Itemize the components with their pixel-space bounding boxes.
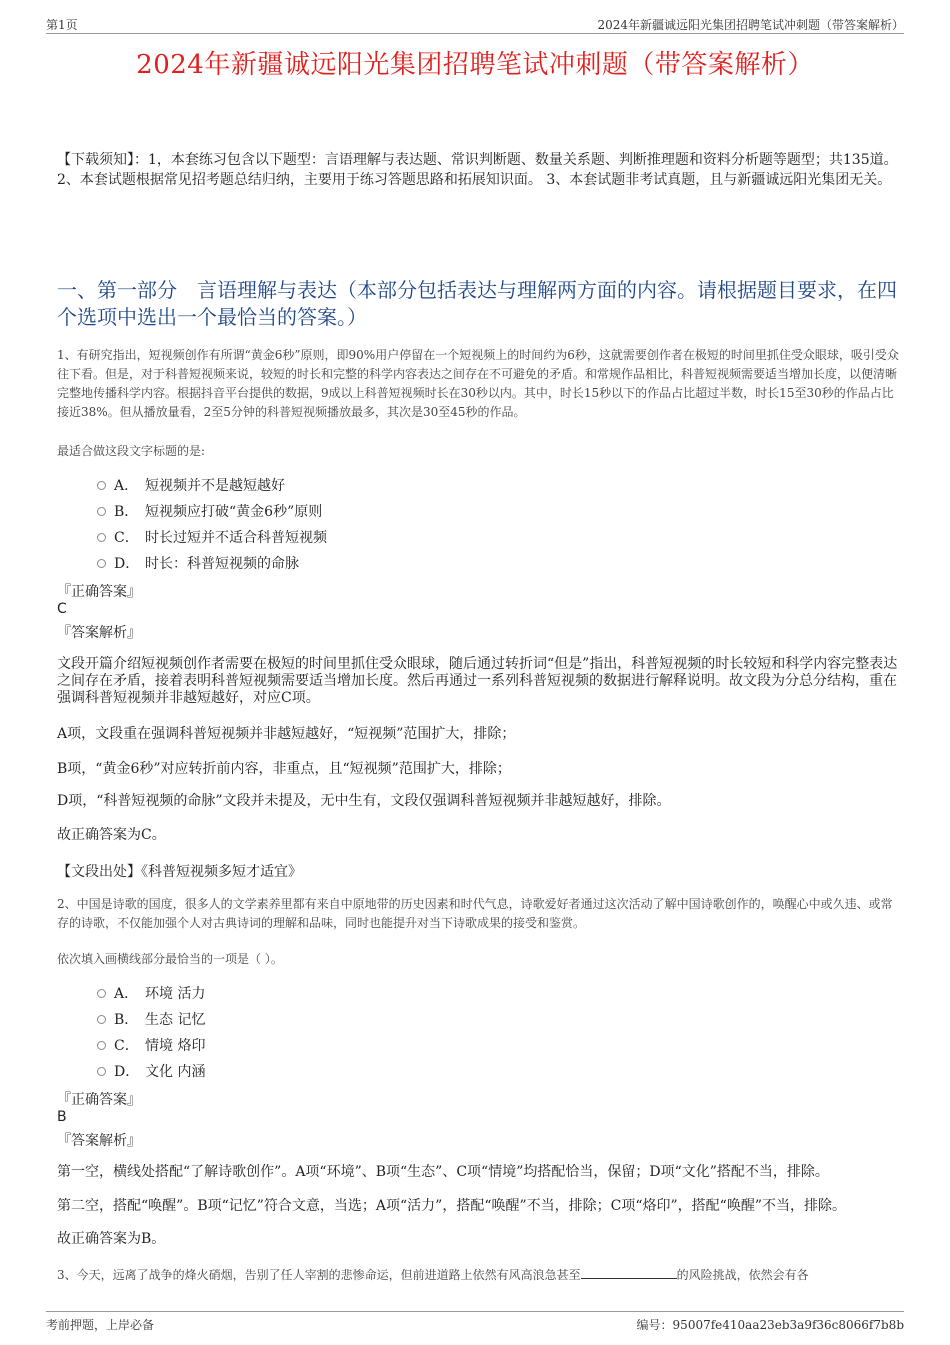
question-1-option-b[interactable]: B． 短视频应打破“黄金6秒”原则 (97, 503, 322, 521)
question-1-stem: 1、有研究指出，短视频创作有所谓“黄金6秒”原则，即90%用户停留在一个短视频上的时间约为6秒，这就需要创作者在极短的时间里抓住受众眼球，吸引受众往下看。但是，对于科普短视频来说，较短的时长和完整的科学内容表达之间存在不可避免的矛盾。和常规作品相比，科普短视频需要适当增加长度，以便清晰完整地传播科学内容。根据抖音平台提供的数据，9成以上科普短视频时长在30秒以内。其中，时长15秒以下的作品占比超过半数，时长15至30秒的作品占比接近38%。但从播放量看，2至5分钟的科普短视频播放最多，其次是30至45秒的作品。 (57, 348, 899, 419)
question-1-analysis-paragraph: B项，“黄金6秒”对应转折前内容，非重点，且“短视频”范围扩大，排除； (57, 761, 511, 777)
footer-doc-id: 编号：95007fe410aa23eb3a9f36c8066f7b8b (636, 1318, 904, 1332)
radio-icon[interactable] (97, 1041, 106, 1050)
radio-icon[interactable] (97, 1015, 106, 1024)
question-2-analysis-paragraph: 故正确答案为B。 (57, 1231, 166, 1247)
question-2-stem: 2、中国是诗歌的国度，很多人的文学素养里都有来自中原地带的历史因素和时代气息，诗歌爱好者通过这次活动了解中国诗歌创作的，唤醒心中或久违、或常存的诗歌，不仅能加强个人对古典诗词的理解和品味，同时也能提升对当下诗歌成果的接受和鉴赏。 (57, 897, 893, 930)
question-2-analysis-paragraph: 第二空，搭配“唤醒”。B项“记忆”符合文意，当选；A项“活力”，搭配“唤醒”不当，排除；C项“烙印”，搭配“唤醒”不当，排除。 (57, 1198, 846, 1214)
fill-blank (581, 1267, 677, 1279)
question-1-option-d[interactable]: D． 时长：科普短视频的命脉 (97, 555, 299, 573)
download-notice: 【下载须知】：1，本套练习包含以下题型：言语理解与表达题、常识判断题、数量关系题、判断推理题和资料分析题等题型；共135道。 2、本套试题根据常见招考题总结归纳，主要用于练习答题思路和拓展知识面。 3、本套试题非考试真题，且与新疆诚远阳光集团无关。 (57, 152, 898, 188)
radio-icon[interactable] (97, 559, 106, 568)
radio-icon[interactable] (97, 989, 106, 998)
question-1-option-a[interactable]: A． 短视频并不是越短越好 (97, 477, 285, 495)
question-2-prompt: 依次填入画横线部分最恰当的一项是（ ）。 (57, 952, 283, 966)
question-1-answer: C (57, 601, 67, 617)
radio-icon[interactable] (97, 533, 106, 542)
question-2-option-c[interactable]: C． 情境 烙印 (97, 1037, 205, 1055)
question-1-prompt: 最适合做这段文字标题的是: (57, 444, 206, 458)
footer-slogan: 考前押题，上岸必备 (46, 1318, 155, 1332)
radio-icon[interactable] (97, 481, 106, 490)
question-2-option-a[interactable]: A． 环境 活力 (97, 985, 205, 1003)
question-1-analysis-paragraph: 故正确答案为C。 (57, 827, 166, 843)
page-header (46, 14, 904, 34)
radio-icon[interactable] (97, 507, 106, 516)
question-1-analysis-paragraph: A项，文段重在强调科普短视频并非越短越好，“短视频”范围扩大，排除； (57, 726, 516, 742)
radio-icon[interactable] (97, 1067, 106, 1076)
question-2-analysis-paragraph: 第一空，横线处搭配“了解诗歌创作”。A项“环境”、B项“生态”、C项“情境”均搭配恰当，保留；D项“文化”搭配不当，排除。 (57, 1164, 829, 1180)
question-1-analysis-label: 『答案解析』 (57, 625, 141, 641)
header-title: 2024年新疆诚远阳光集团招聘笔试冲刺题（带答案解析） (597, 18, 904, 32)
question-2-option-d[interactable]: D． 文化 内涵 (97, 1063, 205, 1081)
page-footer (46, 1311, 904, 1335)
question-2-answer-label: 『正确答案』 (57, 1092, 141, 1108)
section-heading: 一、第一部分 言语理解与表达（本部分包括表达与理解两方面的内容。请根据题目要求，在四个选项中选出一个最恰当的答案。） (57, 278, 897, 329)
question-1-source: 【文段出处】《科普短视频多短才适宜》 (57, 864, 302, 880)
question-1-analysis-paragraph: 文段开篇介绍短视频创作者需要在极短的时间里抓住受众眼球，随后通过转折词“但是”指出，科普短视频的时长较短和科学内容完整表达之间存在矛盾，接着表明科普短视频需要适当增加长度。然后再通过一系列科普短视频的数据进行解释说明。故文段为分总分结构，重在强调科普短视频并非越短越好，对应C项。 (57, 656, 898, 706)
document-title: 2024年新疆诚远阳光集团招聘笔试冲刺题（带答案解析） (136, 50, 814, 80)
question-3-stem: 3、今天，远离了战争的烽火硝烟，告别了任人宰割的悲惨命运，但前进道路上依然有风高浪急甚至 的风险挑战，依然会有各 (57, 1268, 809, 1282)
question-1-option-c[interactable]: C． 时长过短并不适合科普短视频 (97, 529, 327, 547)
question-2-answer: B (57, 1109, 67, 1125)
question-2-option-b[interactable]: B． 生态 记忆 (97, 1011, 205, 1029)
question-2-analysis-label: 『答案解析』 (57, 1133, 141, 1149)
question-1-answer-label: 『正确答案』 (57, 584, 141, 600)
question-1-analysis-paragraph: D项，“科普短视频的命脉”文段并未提及，无中生有，文段仅强调科普短视频并非越短越好，排除。 (57, 793, 671, 809)
page-number: 第1页 (46, 18, 78, 32)
